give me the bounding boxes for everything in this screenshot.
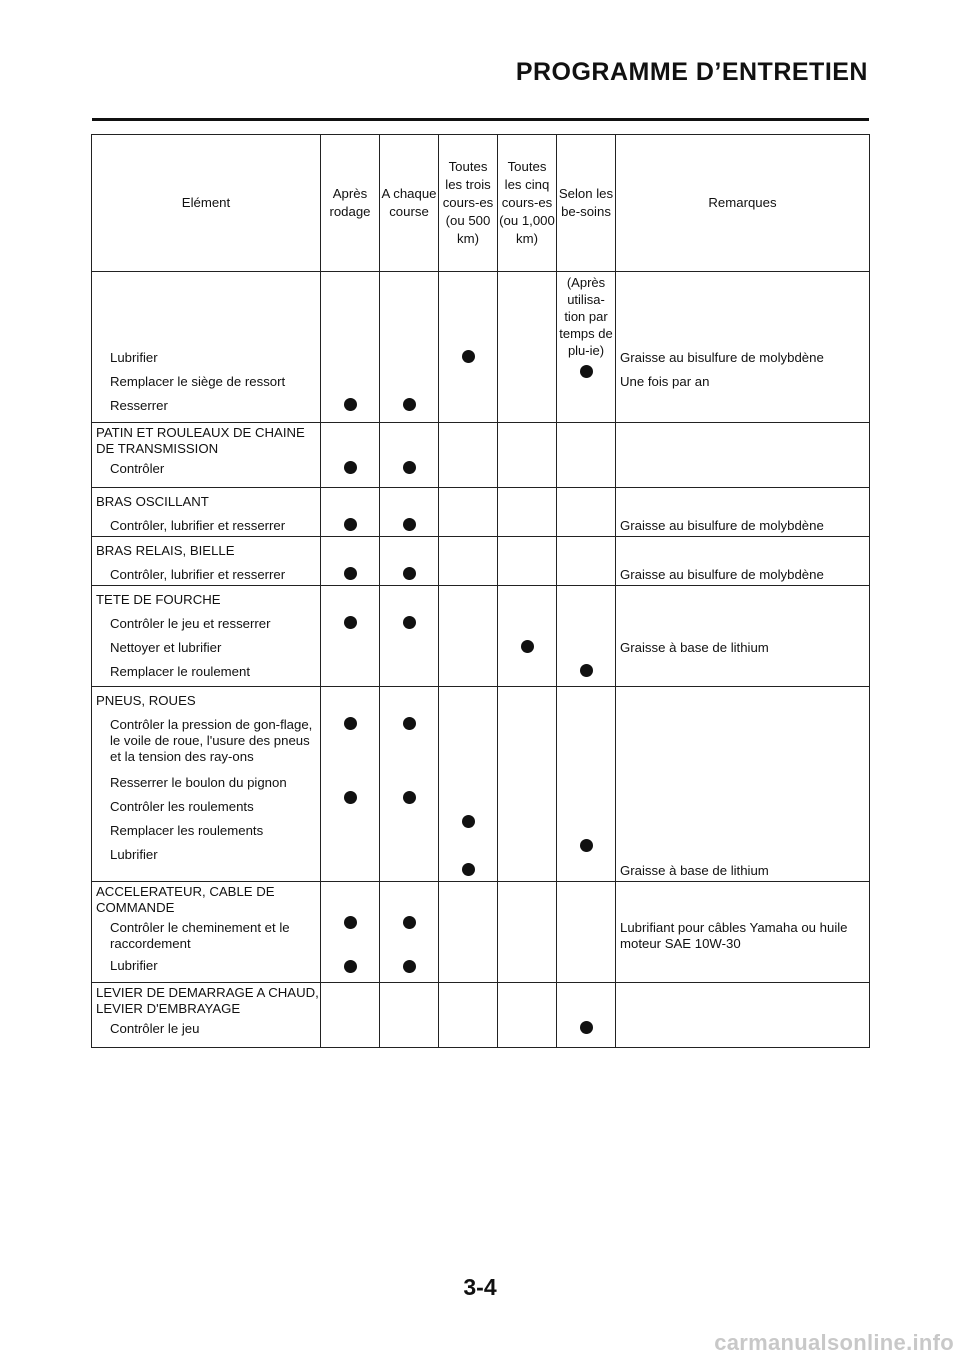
item-label: Contrôler les roulements: [110, 799, 254, 814]
interval-dot: [462, 815, 475, 828]
interval-dot: [462, 350, 475, 363]
item-label: Contrôler: [110, 461, 165, 476]
header-element: Elément: [92, 135, 321, 272]
item-label: Nettoyer et lubrifier: [110, 640, 222, 655]
group-title: LEVIER DE DEMARRAGE A CHAUD, LEVIER D'EMBRAYAGE: [96, 985, 319, 1016]
interval-dot: [403, 567, 416, 580]
item-label: Contrôler le jeu et resserrer: [110, 616, 271, 631]
group-title: PATIN ET ROULEAUX DE CHAINE DE TRANSMISSION: [96, 425, 305, 456]
interval-dot: [344, 717, 357, 730]
table-row: [92, 272, 870, 423]
item-label: Lubrifier: [110, 958, 158, 973]
interval-dot: [403, 916, 416, 929]
interval-dot: [580, 664, 593, 677]
header-cinq-courses: Toutes les cinq cours-es (ou 1,000 km): [498, 135, 557, 272]
remark: Graisse au bisulfure de molybdène: [620, 350, 824, 365]
item-label: Remplacer le siège de ressort: [110, 374, 286, 389]
item-label: Contrôler, lubrifier et resserrer: [110, 518, 286, 533]
interval-dot: [403, 960, 416, 973]
interval-dot: [344, 960, 357, 973]
interval-dot: [403, 398, 416, 411]
header-row: [92, 135, 870, 272]
interval-dot: [403, 616, 416, 629]
group-title: BRAS OSCILLANT: [96, 494, 209, 509]
item-label: Resserrer le boulon du pignon: [110, 775, 287, 790]
header-remarques: Remarques: [616, 135, 870, 272]
item-label: Lubrifier: [110, 847, 158, 862]
table-row: [92, 537, 870, 586]
item-label: Contrôler le cheminement et le raccordement: [110, 920, 290, 951]
group-title: TETE DE FOURCHE: [96, 592, 221, 607]
item-label: Lubrifier: [110, 350, 158, 365]
group-title: ACCELERATEUR, CABLE DE COMMANDE: [96, 884, 275, 915]
interval-dot: [521, 640, 534, 653]
interval-dot: [580, 365, 593, 378]
interval-dot: [344, 461, 357, 474]
remark: Lubrifiant pour câbles Yamaha ou huile moteur SAE 10W-30: [620, 920, 848, 951]
selon-note: (Après utilisa-tion par temps de plu-ie): [559, 275, 613, 358]
page-title: PROGRAMME D’ENTRETIEN: [515, 58, 868, 86]
interval-dot: [580, 1021, 593, 1034]
remark: Graisse à base de lithium: [620, 863, 769, 878]
remark: Graisse au bisulfure de molybdène: [620, 567, 824, 582]
item-label: Remplacer les roulements: [110, 823, 264, 838]
item-label: Contrôler la pression de gon-flage, le voile de roue, l'usure des pneus et la tension des ray-ons: [110, 717, 313, 764]
table-row: [92, 586, 870, 687]
interval-dot: [344, 616, 357, 629]
interval-dot: [344, 398, 357, 411]
group-title: BRAS RELAIS, BIELLE: [96, 543, 235, 558]
interval-dot: [344, 791, 357, 804]
table-row: [92, 882, 870, 983]
table-row: [92, 983, 870, 1048]
remark: Une fois par an: [620, 374, 710, 389]
interval-dot: [580, 839, 593, 852]
element-cell: [92, 272, 321, 423]
header-chaque-course: A chaque course: [380, 135, 439, 272]
header-rule: [92, 118, 869, 121]
item-label: Contrôler le jeu: [110, 1021, 200, 1036]
item-label: Remplacer le roulement: [110, 664, 250, 679]
interval-dot: [403, 791, 416, 804]
interval-dot: [344, 916, 357, 929]
interval-dot: [344, 567, 357, 580]
interval-dot: [403, 461, 416, 474]
table-row: [92, 423, 870, 488]
item-label: Resserrer: [110, 398, 168, 413]
remark: Graisse au bisulfure de molybdène: [620, 518, 824, 533]
maintenance-table: [91, 134, 870, 1048]
item-label: Contrôler, lubrifier et resserrer: [110, 567, 286, 582]
watermark: carmanualsonline.info: [714, 1330, 954, 1355]
interval-dot: [462, 863, 475, 876]
table-row: [92, 488, 870, 537]
page-number: 3-4: [463, 1274, 497, 1300]
remark: Graisse à base de lithium: [620, 640, 769, 655]
interval-dot: [403, 518, 416, 531]
interval-dot: [344, 518, 357, 531]
header-apres-rodage: Après rodage: [321, 135, 380, 272]
header-selon-besoins: Selon les be-soins: [557, 135, 616, 272]
interval-dot: [403, 717, 416, 730]
header-trois-courses: Toutes les trois cours-es (ou 500 km): [439, 135, 498, 272]
group-title: PNEUS, ROUES: [96, 693, 196, 708]
table-row: [92, 687, 870, 882]
